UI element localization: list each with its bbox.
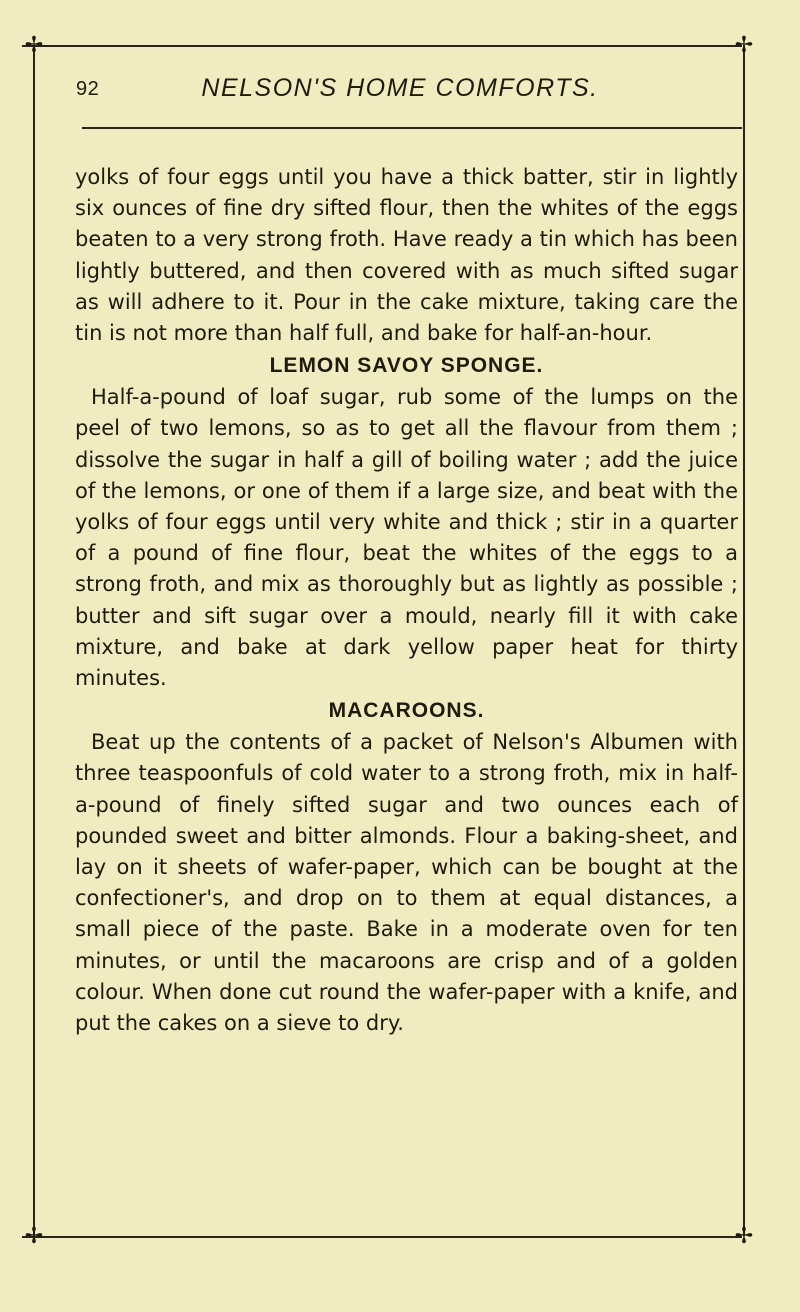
bottom-left-ornament-icon: ✢ [24,1224,44,1249]
recipe-text-lemon-savoy-sponge: Half-a-pound of loaf sugar, rub some of the lumps on the peel of two lemons, so as to get all the flavour from them ; dissolve the sugar in half a gill of boiling water ; add the juice of the lemons, or one of them if a large size, and beat with the yolks of four eggs until very white and thick ; stir in a quarter of a pound of fine flour, beat the whites of the eggs to a strong froth, and mix as thoroughly but as lightly as possible ; butter and sift sugar over a mould, nearly fill it with cake mixture, and bake at dark yellow paper heat for thirty minutes. [75,385,738,691]
right-border-rule [743,45,745,1236]
running-head: NELSON'S HOME COMFORTS. [201,74,599,102]
page-number: 92 [76,78,100,100]
bottom-border-rule [22,1236,742,1238]
left-border-rule [33,45,35,1236]
recipe-title-lemon-savoy-sponge: LEMON SAVOY SPONGE. [269,354,544,378]
top-left-ornament-icon: ✢ [24,33,44,58]
recipe-text-macaroons: Beat up the contents of a packet of Nelson's Albumen with three teaspoonfuls of cold water to a strong froth, mix in half-a-pound of finely sifted sugar and two ounces each of pounded sweet and bitter almonds. Flour a baking-sheet, and lay on it sheets of wafer-paper, which can be bought at the confectioner's, and drop on to them at equal distances, a small piece of the paste. Bake in a moderate oven for ten minutes, or until the macaroons are crisp and of a golden colour. When done cut round the wafer-paper with a knife, and put the cakes on a sieve to dry. [75,730,738,1036]
top-right-ornament-icon: ✢ [734,33,754,58]
header-rule [82,127,742,129]
recipe-title-macaroons: MACAROONS. [328,699,485,723]
bottom-right-ornament-icon: ✢ [734,1224,754,1249]
page-body [75,162,738,1039]
top-border-rule [22,45,742,47]
continuation-paragraph: yolks of four eggs until you have a thick batter, stir in lightly six ounces of fine dry sifted flour, then the whites of the eggs beaten to a very strong froth. Have ready a tin which has been lightly buttered, and then covered with as much sifted sugar as will adhere to it. Pour in the cake mixture, taking care the tin is not more than half full, and bake for half-an-hour. [75,165,738,346]
